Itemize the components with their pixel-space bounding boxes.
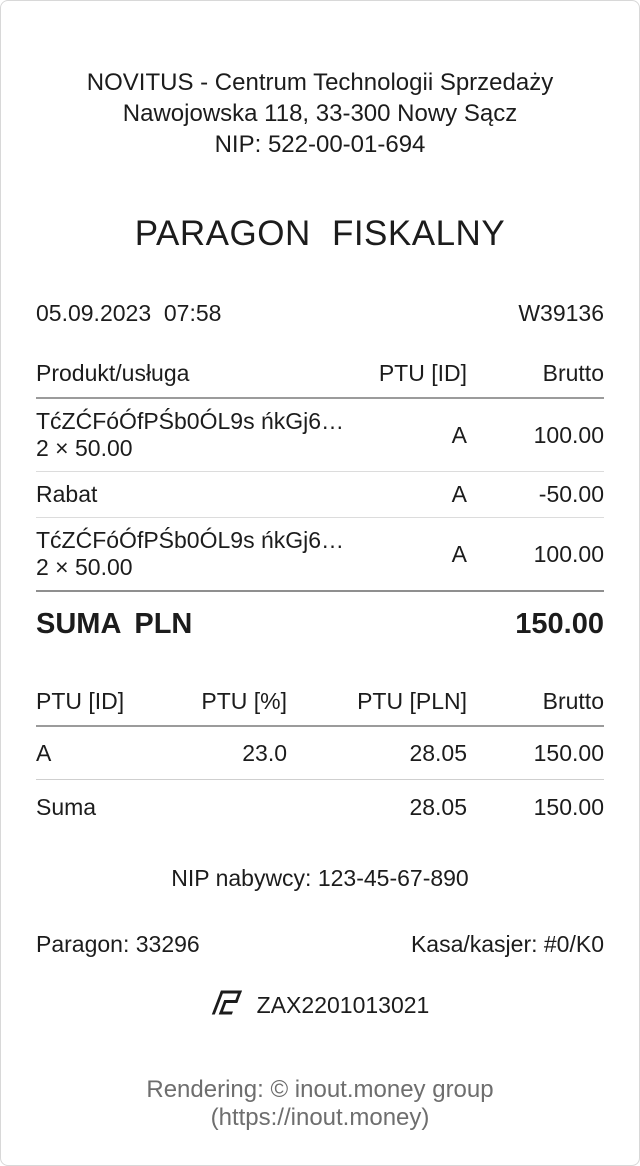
- item-quantity: 2 × 50.00: [36, 435, 133, 461]
- item-ptu: A: [451, 481, 467, 507]
- tax-header-id: PTU [ID]: [36, 688, 125, 714]
- item-gross: 100.00: [533, 540, 604, 567]
- tax-summary-tax: 28.05: [409, 794, 467, 820]
- tax-table: [36, 688, 604, 821]
- merchant-header: [36, 67, 604, 160]
- buyer-nip: NIP nabywcy: 123-45-67-890: [171, 865, 469, 891]
- item-row: [36, 399, 604, 472]
- item-name: TćZĆFóÓfPŚb0ÓL9s ńkGj6…: [36, 527, 345, 553]
- merchant-address: Nawojowska 118, 33-300 Nowy Sącz: [122, 100, 518, 127]
- tax-header-tax: PTU [PLN]: [357, 688, 467, 714]
- total-value: 150.00: [515, 608, 604, 640]
- register-cashier: Kasa/kasjer: #0/K0: [410, 931, 604, 957]
- tax-table-header: [36, 688, 604, 727]
- meta-row: [36, 298, 604, 328]
- total-row: [36, 606, 604, 642]
- rendering-note: Rendering: © inout.money group (https://inout.money): [146, 1076, 494, 1131]
- receipt-doc-number: W39136: [518, 300, 604, 326]
- fiscal-pl-logo-icon: [211, 989, 244, 1022]
- item-row: [36, 472, 604, 518]
- receipt-title: PARAGON FISKALNY: [134, 214, 506, 253]
- tax-row-rate: 23.0: [242, 740, 287, 766]
- register-row: [36, 929, 604, 959]
- tax-header-rate: PTU [%]: [201, 688, 287, 714]
- merchant-name: NOVITUS - Centrum Technologii Sprzedaży: [86, 69, 554, 96]
- item-name: TćZĆFóÓfPŚb0ÓL9s ńkGj6…: [36, 408, 345, 434]
- items-table: [36, 360, 604, 592]
- tax-summary-gross: 150.00: [533, 794, 604, 820]
- fiscal-id-row: [36, 989, 604, 1022]
- item-quantity: 2 × 50.00: [36, 554, 133, 580]
- items-header-ptu: PTU [ID]: [378, 360, 467, 386]
- receipt-number: Paragon: 33296: [36, 931, 200, 957]
- merchant-nip: NIP: 522-00-01-694: [214, 131, 426, 158]
- tax-row: [36, 727, 604, 780]
- tax-row-gross: 150.00: [533, 740, 604, 766]
- tax-row-tax: 28.05: [409, 740, 467, 766]
- item-name: Rabat: [36, 481, 98, 507]
- item-gross: 100.00: [533, 421, 604, 448]
- item-ptu: A: [451, 540, 467, 567]
- tax-summary-row: [36, 780, 604, 821]
- total-label: SUMA PLN: [36, 608, 193, 640]
- items-header-gross: Brutto: [542, 360, 604, 386]
- receipt-datetime: 05.09.2023 07:58: [36, 300, 222, 326]
- fiscal-unique-id: ZAX2201013021: [256, 992, 430, 1018]
- tax-header-gross: Brutto: [542, 688, 604, 714]
- items-header-product: Produkt/usługa: [36, 360, 190, 386]
- item-row: [36, 518, 604, 592]
- item-ptu: A: [451, 421, 467, 448]
- tax-row-id: A: [36, 740, 52, 766]
- tax-summary-label: Suma: [36, 794, 97, 820]
- items-table-header: [36, 360, 604, 399]
- item-gross: -50.00: [538, 481, 604, 507]
